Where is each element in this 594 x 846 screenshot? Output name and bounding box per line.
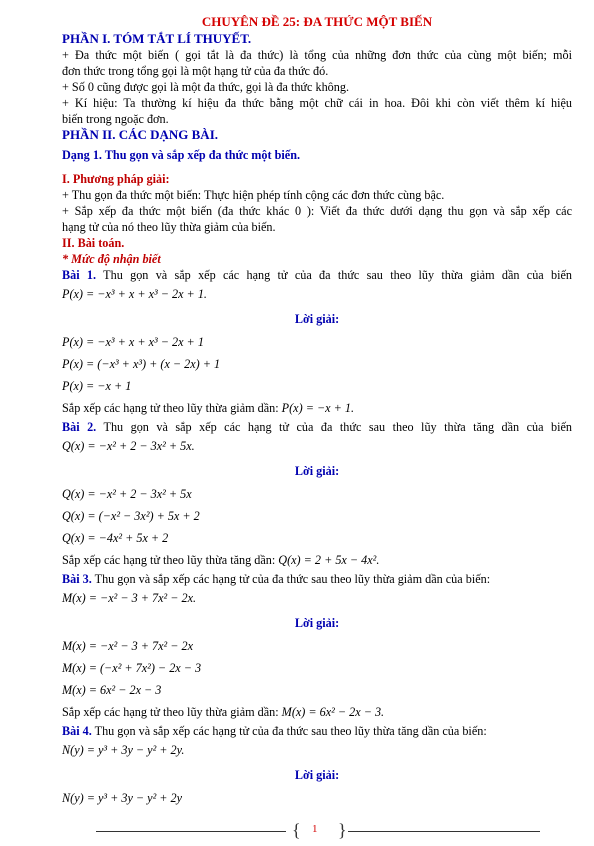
solution-step: P(x) = −x³ + x + x³ − 2x + 1	[62, 335, 204, 349]
exercise-1-conclusion	[62, 397, 572, 419]
type1-heading: Dạng 1. Thu gọn và sắp xếp đa thức một biến.	[62, 148, 301, 162]
exercise-3-text: Thu gọn và sắp xếp các hạng tử của đa thức sau theo lũy thừa giảm dần của biến:	[94, 572, 491, 586]
exercise-3-conclusion	[62, 701, 572, 723]
conclusion-expression: P(x) = −x + 1.	[281, 401, 355, 415]
conclusion-expression: M(x) = 6x² − 2x − 3.	[281, 705, 385, 719]
solution-step: N(y) = y³ + 3y − y² + 2y	[62, 791, 183, 805]
theory-line: + Số 0 cũng được gọi là một đa thức, gọi là đa thức không.	[62, 80, 349, 94]
exercise-3-label: Bài 3.	[62, 572, 92, 586]
theory-line: + Đa thức một biến ( gọi tắt là đa thức) là tổng của những đơn thức của cùng một biến; mỗi	[62, 48, 572, 62]
exercise-1-statement	[62, 267, 572, 283]
part2-heading: PHẦN II. CÁC DẠNG BÀI.	[62, 127, 219, 142]
exercise-4-text: Thu gọn và sắp xếp các hạng tử của đa thức sau theo lũy thừa tăng dần của biến:	[94, 724, 487, 738]
method-line: hạng tử của nó theo lũy thừa giảm của biến.	[62, 220, 276, 234]
solution-step: P(x) = (−x³ + x³) + (x − 2x) + 1	[62, 357, 221, 371]
exercise-2-text: Thu gọn và sắp xếp các hạng tử của đa thức sau theo lũy thừa tăng dần của biến	[103, 420, 573, 434]
solution-step: Q(x) = −x² + 2 − 3x² + 5x	[62, 487, 192, 501]
footer-rule-right	[348, 831, 540, 832]
page-number: 1	[312, 823, 318, 835]
solution-step: M(x) = −x² − 3 + 7x² − 2x	[62, 639, 193, 653]
document-page	[62, 14, 572, 809]
page-footer	[0, 820, 594, 840]
theory-line: biến trong ngoặc đơn.	[62, 112, 169, 126]
solution-label: Lời giải:	[294, 768, 340, 782]
solution-step: Q(x) = (−x² − 3x²) + 5x + 2	[62, 509, 200, 523]
exercise-4-expression: N(y) = y³ + 3y − y² + 2y.	[62, 743, 185, 757]
conclusion-text: Sắp xếp các hạng tử theo lũy thừa giảm dần:	[62, 705, 279, 719]
solution-step: P(x) = −x + 1	[62, 379, 132, 393]
conclusion-text: Sắp xếp các hạng tử theo lũy thừa giảm dần:	[62, 401, 279, 415]
solution-step: Q(x) = −4x² + 5x + 2	[62, 531, 169, 545]
solution-step: M(x) = (−x² + 7x²) − 2x − 3	[62, 661, 202, 675]
exercise-1-label: Bài 1.	[62, 268, 97, 282]
exercise-1-text: Thu gọn và sắp xếp các hạng tử của đa thức sau theo lũy thừa giảm dần của biến	[103, 268, 572, 282]
level-heading: * Mức độ nhận biết	[62, 252, 161, 266]
exercise-2-expression: Q(x) = −x² + 2 − 3x² + 5x.	[62, 439, 195, 453]
method-line: + Sắp xếp đa thức một biến (đa thức khác 0 ): Viết đa thức dưới dạng thu gọn và sắp xếp các	[62, 204, 572, 218]
document-title: CHUYÊN ĐỀ 25: ĐA THỨC MỘT BIẾN	[201, 14, 433, 29]
conclusion-text: Sắp xếp các hạng tử theo lũy thừa tăng dần:	[62, 553, 276, 567]
solution-label: Lời giải:	[294, 616, 340, 630]
conclusion-expression: Q(x) = 2 + 5x − 4x².	[278, 553, 380, 567]
footer-brace-left: {	[292, 820, 301, 840]
exercise-heading: II. Bài toán.	[62, 236, 125, 250]
exercise-3-expression: M(x) = −x² − 3 + 7x² − 2x.	[62, 591, 197, 605]
exercise-2-statement	[62, 419, 572, 435]
solution-label: Lời giải:	[294, 312, 340, 326]
solution-step: M(x) = 6x² − 2x − 3	[62, 683, 162, 697]
exercise-4-label: Bài 4.	[62, 724, 92, 738]
theory-line: đơn thức trong tổng gọi là một hạng tử của đa thức đó.	[62, 64, 329, 78]
solution-label: Lời giải:	[294, 464, 340, 478]
exercise-4-statement	[62, 723, 572, 739]
theory-line: + Kí hiệu: Ta thường kí hiệu đa thức bằng một chữ cái in hoa. Đôi khi còn viết thêm kí hiệu	[62, 96, 572, 110]
method-heading: I. Phương pháp giải:	[62, 172, 170, 186]
exercise-2-label: Bài 2.	[62, 420, 97, 434]
exercise-2-conclusion	[62, 549, 572, 571]
part1-heading: PHẦN I. TÓM TẮT LÍ THUYẾT.	[62, 31, 252, 46]
exercise-3-statement	[62, 571, 572, 587]
method-line: + Thu gọn đa thức một biến: Thực hiện phép tính cộng các đơn thức cùng bậc.	[62, 188, 445, 202]
footer-brace-right: }	[338, 820, 347, 840]
footer-rule-left	[96, 831, 286, 832]
exercise-1-expression: P(x) = −x³ + x + x³ − 2x + 1.	[62, 287, 207, 301]
